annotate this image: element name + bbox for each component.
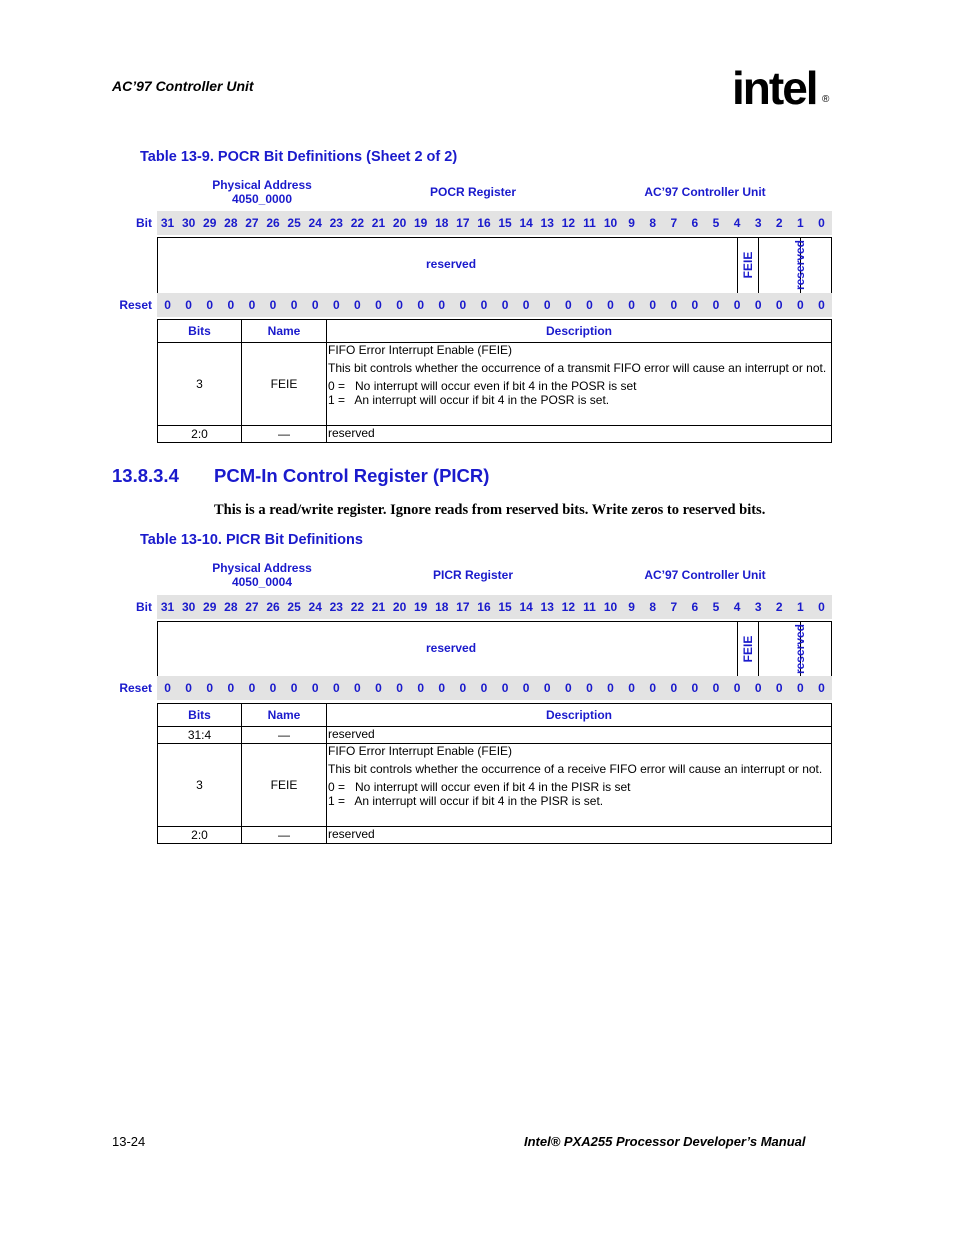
description-title: FIFO Error Interrupt Enable (FEIE) — [328, 343, 513, 357]
cell-bits: 31:4 — [158, 727, 242, 744]
reset-value: 0 — [797, 681, 804, 695]
bit-number: 29 — [203, 600, 217, 614]
bit-number: 16 — [477, 600, 491, 614]
reset-value: 0 — [522, 681, 530, 695]
reset-value-row — [157, 293, 832, 317]
bit-number: 8 — [649, 600, 657, 614]
bit-number: 23 — [329, 600, 343, 614]
reset-value: 0 — [396, 681, 403, 695]
bit-number: 0 — [818, 216, 825, 230]
section-title: PCM-In Control Register (PICR) — [214, 465, 490, 486]
reset-value: 0 — [754, 298, 762, 312]
bit-number: 6 — [691, 216, 699, 230]
reset-value: 0 — [733, 298, 741, 312]
address-value: 4050_0000 — [231, 192, 293, 206]
bit-number: 28 — [224, 600, 238, 614]
bit-row-label: Bit — [136, 600, 152, 614]
bit-number-row — [157, 595, 832, 619]
table-row — [158, 827, 832, 844]
address-label: Physical Address — [212, 561, 312, 575]
reset-row-label: Reset — [119, 298, 152, 312]
bit-number: 3 — [754, 216, 762, 230]
register-name: POCR Register — [429, 185, 517, 199]
table-header-row — [158, 704, 832, 727]
reset-value: 0 — [332, 681, 340, 695]
bit-number: 13 — [540, 600, 554, 614]
bit-number: 10 — [603, 216, 618, 230]
bit-number: 4 — [733, 216, 741, 230]
reset-value: 0 — [691, 681, 699, 695]
field-reserved-low: reserved — [793, 239, 807, 291]
bit-number: 14 — [519, 216, 533, 230]
reset-value: 0 — [543, 681, 551, 695]
bit-number: 14 — [519, 600, 533, 614]
reset-row-label: Reset — [119, 681, 152, 695]
bit-number: 0 — [818, 600, 825, 614]
reset-value: 0 — [248, 298, 256, 312]
field-reserved-high: reserved — [426, 641, 477, 655]
bit-number: 2 — [775, 216, 783, 230]
register-name: PICR Register — [432, 568, 514, 582]
bit-number: 7 — [670, 600, 678, 614]
reset-value: 0 — [480, 681, 488, 695]
bit-number: 17 — [456, 216, 470, 230]
cell-name: — — [242, 727, 327, 744]
reset-value: 0 — [649, 298, 657, 312]
description-option: 0 = No interrupt will occur even if bit 4 in the POSR is set — [328, 379, 637, 393]
reset-value: 0 — [227, 298, 235, 312]
reset-value: 0 — [396, 298, 403, 312]
field-divider — [758, 238, 759, 294]
bit-number: 4 — [733, 600, 741, 614]
bit-number: 15 — [498, 216, 512, 230]
reset-value: 0 — [227, 681, 235, 695]
bit-number: 1 — [797, 216, 804, 230]
table-caption: Table 13-9. POCR Bit Definitions (Sheet 2 of 2) — [140, 149, 458, 165]
address-label: Physical Address — [212, 178, 312, 192]
body-paragraph: This is a read/write register. Ignore reads from reserved bits. Write zeros to reserved bits. — [214, 502, 766, 518]
manual-title: Intel® PXA255 Processor Developer’s Manual — [524, 1134, 806, 1149]
cell-description: reserved — [327, 727, 832, 744]
table-row — [158, 343, 832, 426]
reset-value: 0 — [206, 298, 214, 312]
reset-value: 0 — [354, 298, 361, 312]
cell-bits: 2:0 — [158, 426, 242, 443]
reset-value: 0 — [311, 681, 319, 695]
bit-number: 16 — [477, 216, 491, 230]
bit-definitions-table — [157, 703, 832, 844]
column-header-bits: Bits — [158, 704, 242, 727]
bit-number: 20 — [392, 216, 407, 230]
cell-description: reserved — [327, 827, 832, 844]
reset-value: 0 — [712, 298, 720, 312]
bit-number: 18 — [435, 600, 449, 614]
reset-value: 0 — [607, 298, 614, 312]
field-feie: FEIE — [741, 635, 755, 663]
reset-value: 0 — [564, 298, 572, 312]
cell-name: — — [242, 827, 327, 844]
field-divider — [758, 622, 759, 678]
column-header-description: Description — [327, 704, 832, 727]
reset-value: 0 — [269, 681, 277, 695]
section-number: 13.8.3.4 — [112, 465, 179, 486]
cell-description — [327, 744, 832, 827]
bit-number-row — [157, 211, 832, 235]
bit-number: 27 — [245, 600, 259, 614]
description-text: This bit controls whether the occurrence of a receive FIFO error will cause an interrupt or not. — [328, 762, 823, 776]
section-heading — [112, 465, 489, 487]
reset-value: 0 — [586, 681, 593, 695]
bit-number: 21 — [371, 600, 386, 614]
description-text: This bit controls whether the occurrence of a transmit FIFO error will cause an interrupt or not. — [328, 361, 827, 375]
reset-value: 0 — [164, 298, 171, 312]
bit-number: 10 — [603, 600, 618, 614]
reset-value: 0 — [269, 298, 277, 312]
bit-number: 19 — [413, 600, 428, 614]
bit-number: 9 — [628, 216, 635, 230]
bit-number: 7 — [670, 216, 678, 230]
table-row — [158, 426, 832, 443]
field-divider — [737, 238, 738, 294]
bit-number: 6 — [691, 600, 699, 614]
field-reserved-low: reserved — [793, 623, 807, 675]
table-caption: Table 13-10. PICR Bit Definitions — [140, 532, 363, 548]
bit-number: 9 — [628, 600, 635, 614]
reset-value-row — [157, 676, 832, 700]
reset-value: 0 — [564, 681, 572, 695]
bit-number: 8 — [649, 216, 657, 230]
bit-number: 22 — [350, 216, 365, 230]
reset-value: 0 — [607, 681, 614, 695]
reset-value: 0 — [290, 681, 298, 695]
address-value: 4050_0004 — [231, 575, 293, 589]
reset-value: 0 — [459, 681, 467, 695]
bit-number: 31 — [160, 216, 175, 230]
bit-number: 5 — [712, 600, 720, 614]
reset-value: 0 — [290, 298, 298, 312]
cell-description — [327, 343, 832, 426]
bit-row-label: Bit — [136, 216, 152, 230]
reset-value: 0 — [754, 681, 762, 695]
reset-value: 0 — [206, 681, 214, 695]
reset-value: 0 — [311, 298, 319, 312]
reset-value: 0 — [248, 681, 256, 695]
bit-number: 30 — [181, 600, 196, 614]
column-header-name: Name — [242, 704, 327, 727]
reset-value: 0 — [375, 298, 382, 312]
reset-value: 0 — [670, 298, 678, 312]
reset-value: 0 — [332, 298, 340, 312]
cell-name: — — [242, 426, 327, 443]
description-option: 1 = An interrupt will occur if bit 4 in the POSR is set. — [328, 393, 610, 407]
reset-value: 0 — [164, 681, 171, 695]
reset-value: 0 — [543, 298, 551, 312]
bit-number: 13 — [540, 216, 554, 230]
bit-number: 18 — [435, 216, 449, 230]
reset-value: 0 — [438, 298, 446, 312]
table-row — [158, 727, 832, 744]
description-title: FIFO Error Interrupt Enable (FEIE) — [328, 744, 513, 758]
reset-value: 0 — [628, 298, 635, 312]
bit-number: 17 — [456, 600, 470, 614]
bit-number: 24 — [308, 216, 322, 230]
column-header-name: Name — [242, 320, 327, 343]
reset-value: 0 — [818, 681, 825, 695]
cell-bits: 2:0 — [158, 827, 242, 844]
reset-value: 0 — [733, 681, 741, 695]
description-option: 1 = An interrupt will occur if bit 4 in the PISR is set. — [328, 794, 604, 808]
cell-bits: 3 — [158, 744, 242, 827]
register-field-map — [157, 621, 832, 679]
column-header-bits: Bits — [158, 320, 242, 343]
register-unit: AC’97 Controller Unit — [644, 185, 766, 199]
bit-number: 11 — [583, 216, 596, 230]
reset-value: 0 — [775, 681, 783, 695]
reset-value: 0 — [354, 681, 361, 695]
reset-value: 0 — [375, 681, 382, 695]
cell-bits: 3 — [158, 343, 242, 426]
bit-number: 25 — [287, 216, 301, 230]
bit-number: 23 — [329, 216, 343, 230]
reset-value: 0 — [691, 298, 699, 312]
bit-number: 28 — [224, 216, 238, 230]
bit-number: 24 — [308, 600, 322, 614]
bit-number: 20 — [392, 600, 407, 614]
bit-number: 29 — [203, 216, 217, 230]
bit-number: 15 — [498, 600, 512, 614]
bit-number: 11 — [583, 600, 596, 614]
bit-number: 22 — [350, 600, 365, 614]
intel-logo-text: intel — [732, 62, 817, 114]
reset-value: 0 — [775, 298, 783, 312]
reset-value: 0 — [501, 298, 509, 312]
reset-value: 0 — [417, 681, 425, 695]
column-header-description: Description — [327, 320, 832, 343]
reset-value: 0 — [185, 298, 192, 312]
reset-value: 0 — [522, 298, 530, 312]
table-row — [158, 744, 832, 827]
bit-number: 12 — [561, 600, 575, 614]
reset-value: 0 — [480, 298, 488, 312]
bit-number: 26 — [266, 216, 280, 230]
register-unit: AC’97 Controller Unit — [644, 568, 766, 582]
reset-value: 0 — [438, 681, 446, 695]
bit-definitions-table — [157, 319, 832, 443]
register-address — [198, 561, 326, 589]
reset-value: 0 — [185, 681, 192, 695]
description-option: 0 = No interrupt will occur even if bit 4 in the PISR is set — [328, 780, 631, 794]
bit-number: 30 — [181, 216, 196, 230]
bit-number: 31 — [160, 600, 175, 614]
reset-value: 0 — [670, 681, 678, 695]
bit-number: 27 — [245, 216, 259, 230]
reset-value: 0 — [712, 681, 720, 695]
register-address — [198, 178, 326, 206]
bit-number: 21 — [371, 216, 386, 230]
intel-logo — [732, 60, 832, 116]
bit-number: 5 — [712, 216, 720, 230]
field-divider — [737, 622, 738, 678]
bit-number: 2 — [775, 600, 783, 614]
reset-value: 0 — [459, 298, 467, 312]
reset-value: 0 — [501, 681, 509, 695]
running-header: AC’97 Controller Unit — [112, 78, 254, 94]
reset-value: 0 — [818, 298, 825, 312]
table-header-row — [158, 320, 832, 343]
bit-number: 3 — [754, 600, 762, 614]
bit-number: 12 — [561, 216, 575, 230]
reset-value: 0 — [628, 681, 635, 695]
cell-name: FEIE — [242, 343, 327, 426]
bit-number: 1 — [797, 600, 804, 614]
bit-number: 25 — [287, 600, 301, 614]
field-reserved-high: reserved — [426, 257, 477, 271]
register-field-map — [157, 237, 832, 295]
cell-name: FEIE — [242, 744, 327, 827]
bit-number: 19 — [413, 216, 428, 230]
reset-value: 0 — [649, 681, 657, 695]
reset-value: 0 — [586, 298, 593, 312]
bit-number: 26 — [266, 600, 280, 614]
reset-value: 0 — [797, 298, 804, 312]
page-number: 13-24 — [112, 1134, 146, 1149]
cell-description: reserved — [327, 426, 832, 443]
field-feie: FEIE — [741, 251, 755, 279]
registered-mark: ® — [822, 94, 830, 105]
reset-value: 0 — [417, 298, 425, 312]
